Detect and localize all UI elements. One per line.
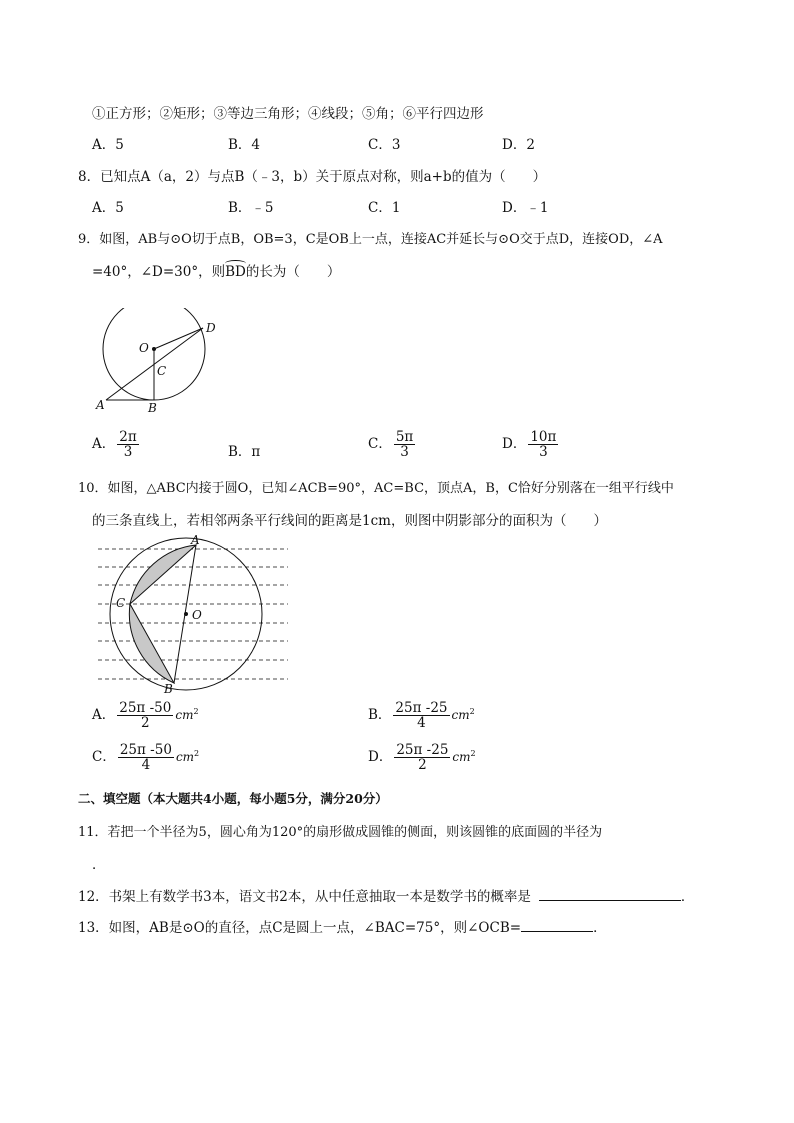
q10-option-d: D． $\frac{25\pi -25}{2}$ $cm^2$	[368, 742, 476, 774]
q10-option-a-fraction: $\frac{25\pi -50}{2}$	[119, 700, 172, 732]
q9-label-b: B	[148, 401, 157, 415]
q9-option-d-fraction: $\frac{10\pi}{3}$	[530, 429, 557, 461]
q8-option-d: D．﹣1	[502, 200, 549, 216]
q9-option-d: D． $\frac{10\pi}{3}$	[502, 429, 557, 461]
q9-label-c: C	[157, 364, 167, 378]
q13-answer-blank[interactable]	[521, 917, 593, 932]
q10-label-o: O	[192, 608, 202, 622]
q9-option-c-fraction: $\frac{5\pi}{3}$	[395, 429, 414, 461]
q9-option-b: B．π	[228, 444, 261, 460]
q9-option-a: A． $\frac{2\pi}{3}$	[92, 429, 137, 461]
q7-items: ①正方形；②矩形；③等边三角形；④线段；⑤角；⑥平行四边形	[92, 106, 484, 122]
q7-option-d: D．2	[502, 137, 535, 153]
q7-option-a: A．5	[92, 137, 124, 153]
q9-arc-bd: BD	[225, 264, 246, 280]
q9-option-c: C． $\frac{5\pi}{3}$	[368, 429, 414, 461]
q9-stem-line1: 9．如图，AB与⊙O切于点B，OB=3，C是OB上一点，连接AC并延长与⊙O交于点D，连接OD，∠A	[78, 232, 663, 247]
q9-stem-post: 的长为（ ）	[245, 264, 341, 280]
q10-option-c: C． $\frac{25\pi -50}{4}$ $cm^2$	[92, 742, 200, 774]
q10-stem-line1: 10．如图，△ABC内接于圆O，已知∠ACB=90°，AC=BC，顶点A，B，C恰好分别落在一组平行线中	[78, 481, 674, 496]
q9-option-a-fraction: $\frac{2\pi}{3}$	[119, 429, 137, 461]
section2-title: 二、填空题（本大题共4小题，每小题5分，满分20分）	[78, 791, 388, 806]
q8-option-a: A．5	[92, 200, 124, 216]
q10-option-a: A． $\frac{25\pi -50}{2}$ $cm^2$	[92, 700, 199, 732]
q10-option-b-fraction: $\frac{25\pi -25}{4}$	[395, 700, 448, 732]
q9-stem-line2	[92, 260, 340, 280]
q10-option-b: B． $\frac{25\pi -25}{4}$ $cm^2$	[368, 700, 475, 732]
q8-stem: 8．已知点A（a，2）与点B（﹣3，b）关于原点对称，则a+b的值为（ ）	[78, 169, 547, 185]
q7-option-b: B．4	[228, 137, 261, 153]
q10-stem-line2: 的三条直线上，若相邻两条平行线间的距离是1cm，则图中阴影部分的面积为（ ）	[92, 513, 607, 529]
q12-answer-blank[interactable]	[539, 886, 681, 901]
q10-option-c-fraction: $\frac{25\pi -50}{4}$	[119, 742, 172, 774]
q12-stem: 12．书架上有数学书3本，语文书2本，从中任意抽取一本是数学书的概率是 ．	[78, 885, 694, 905]
q11-line2: ．	[92, 857, 106, 873]
q9-label-d: D	[206, 321, 216, 335]
q8-option-c: C．1	[368, 200, 401, 216]
q10-label-a: A	[191, 533, 200, 547]
q10-label-c: C	[116, 596, 126, 610]
q7-option-c: C．3	[368, 137, 401, 153]
q11-line1: 11．若把一个半径为5，圆心角为120°的扇形做成圆锥的侧面，则该圆锥的底面圆的半径为	[78, 825, 603, 840]
q10-figure	[92, 533, 292, 693]
q10-center-dot	[184, 612, 188, 616]
q9-stem-pre: =40°，∠D=30°，则	[92, 264, 226, 280]
q9-label-o: O	[139, 341, 149, 355]
q9-label-a: A	[96, 398, 105, 412]
q8-option-b: B．﹣5	[228, 200, 274, 216]
q10-label-b: B	[164, 682, 173, 693]
q9-center-dot	[152, 347, 156, 351]
q10-option-d-fraction: $\frac{25\pi -25}{2}$	[396, 742, 449, 774]
q13-stem: 13．如图，AB是⊙O的直径，点C是圆上一点，∠BAC=75°，则∠OCB= ．	[78, 916, 607, 936]
q9-figure	[92, 308, 232, 418]
